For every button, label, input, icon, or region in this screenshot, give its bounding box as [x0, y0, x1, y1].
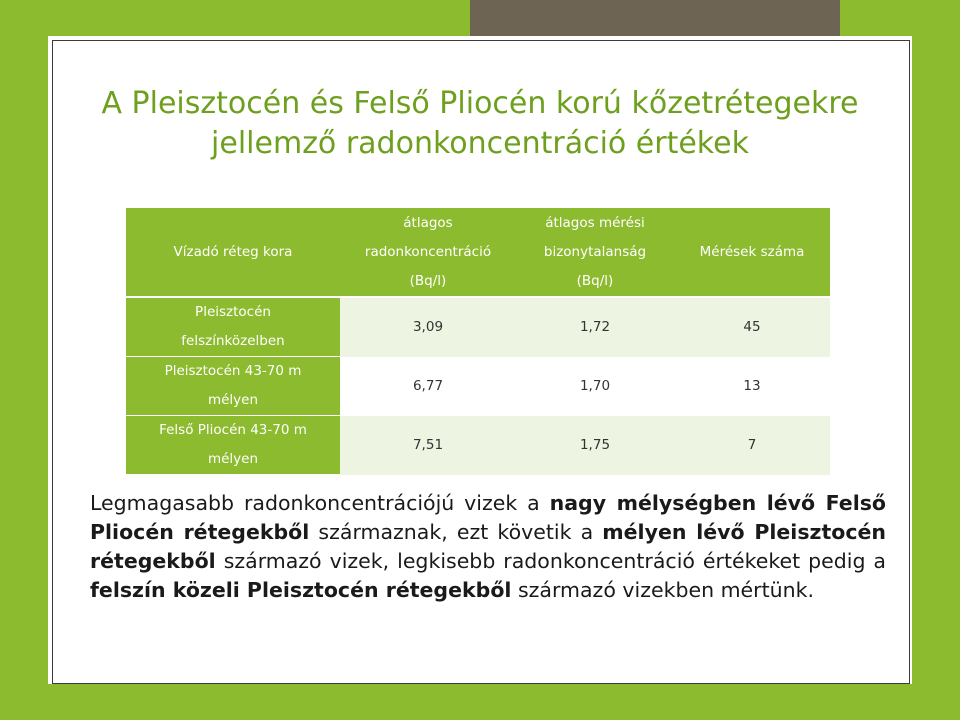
cell-avg-radon: 7,51	[340, 416, 516, 475]
paragraph-text: Legmagasabb radonkoncentrációjú vizek a	[90, 491, 550, 515]
header-text: átlagos	[403, 214, 453, 231]
slide-title: A Pleisztocén és Felső Pliocén korú kőzetrétegekre jellemző radonkoncentráció értékek	[101, 86, 859, 161]
top-decor-tab	[470, 0, 840, 36]
paragraph-text-bold: felszín közeli Pleisztocén rétegekből	[90, 578, 512, 602]
table-row	[126, 416, 830, 475]
table-row	[126, 297, 830, 357]
header-text: radonkoncentráció	[364, 243, 492, 260]
header-text: (Bq/l)	[409, 272, 447, 289]
cell-uncertainty: 1,70	[516, 357, 674, 416]
row-label-line: Pleisztocén 43-70 m	[164, 363, 302, 379]
cell-uncertainty: 1,72	[516, 297, 674, 357]
cell-count: 13	[674, 357, 830, 416]
header-text: Vízadó réteg kora	[173, 243, 293, 260]
paragraph-text: származó vizek, legkisebb radonkoncentráció értékeket pedig a	[215, 549, 886, 573]
header-measurement-count	[674, 208, 830, 297]
cell-uncertainty: 1,75	[516, 416, 674, 475]
cell-avg-radon: 6,77	[340, 357, 516, 416]
radon-table-wrapper	[126, 208, 805, 475]
row-label-line: Pleisztocén	[195, 304, 271, 320]
header-text: Mérések száma	[699, 243, 805, 260]
header-text: bizonytalanság	[543, 243, 647, 260]
cell-count: 45	[674, 297, 830, 357]
top-decor-bar-left	[0, 0, 470, 36]
header-avg-uncertainty	[516, 208, 674, 297]
cell-avg-radon: 3,09	[340, 297, 516, 357]
header-avg-radon	[340, 208, 516, 297]
table-row	[126, 357, 830, 416]
row-label-line: Felső Pliocén 43-70 m	[159, 422, 307, 438]
paragraph-text-bold: mélyen lévő Pleisztocén rétegekből	[90, 520, 886, 573]
paragraph-text: származó vizekben mértünk.	[511, 578, 815, 602]
table-header-row	[126, 208, 830, 297]
header-text: (Bq/l)	[576, 272, 614, 289]
top-decor-bar-right	[840, 0, 960, 36]
row-label-line: mélyen	[207, 451, 259, 467]
paragraph-text-bold: nagy mélységben lévő Felső Pliocén rétegekből	[90, 491, 887, 544]
cell-count: 7	[674, 416, 830, 475]
paragraph-text: származnak, ezt követik a	[309, 520, 603, 544]
header-text: átlagos mérési	[545, 214, 645, 231]
row-label	[126, 416, 340, 475]
row-label	[126, 357, 340, 416]
summary-paragraph	[90, 489, 886, 605]
row-label	[126, 297, 340, 357]
radon-table	[126, 208, 830, 475]
row-label-line: mélyen	[207, 392, 259, 408]
header-layer-age	[126, 208, 340, 297]
row-label-line: felszínközelben	[181, 333, 285, 349]
